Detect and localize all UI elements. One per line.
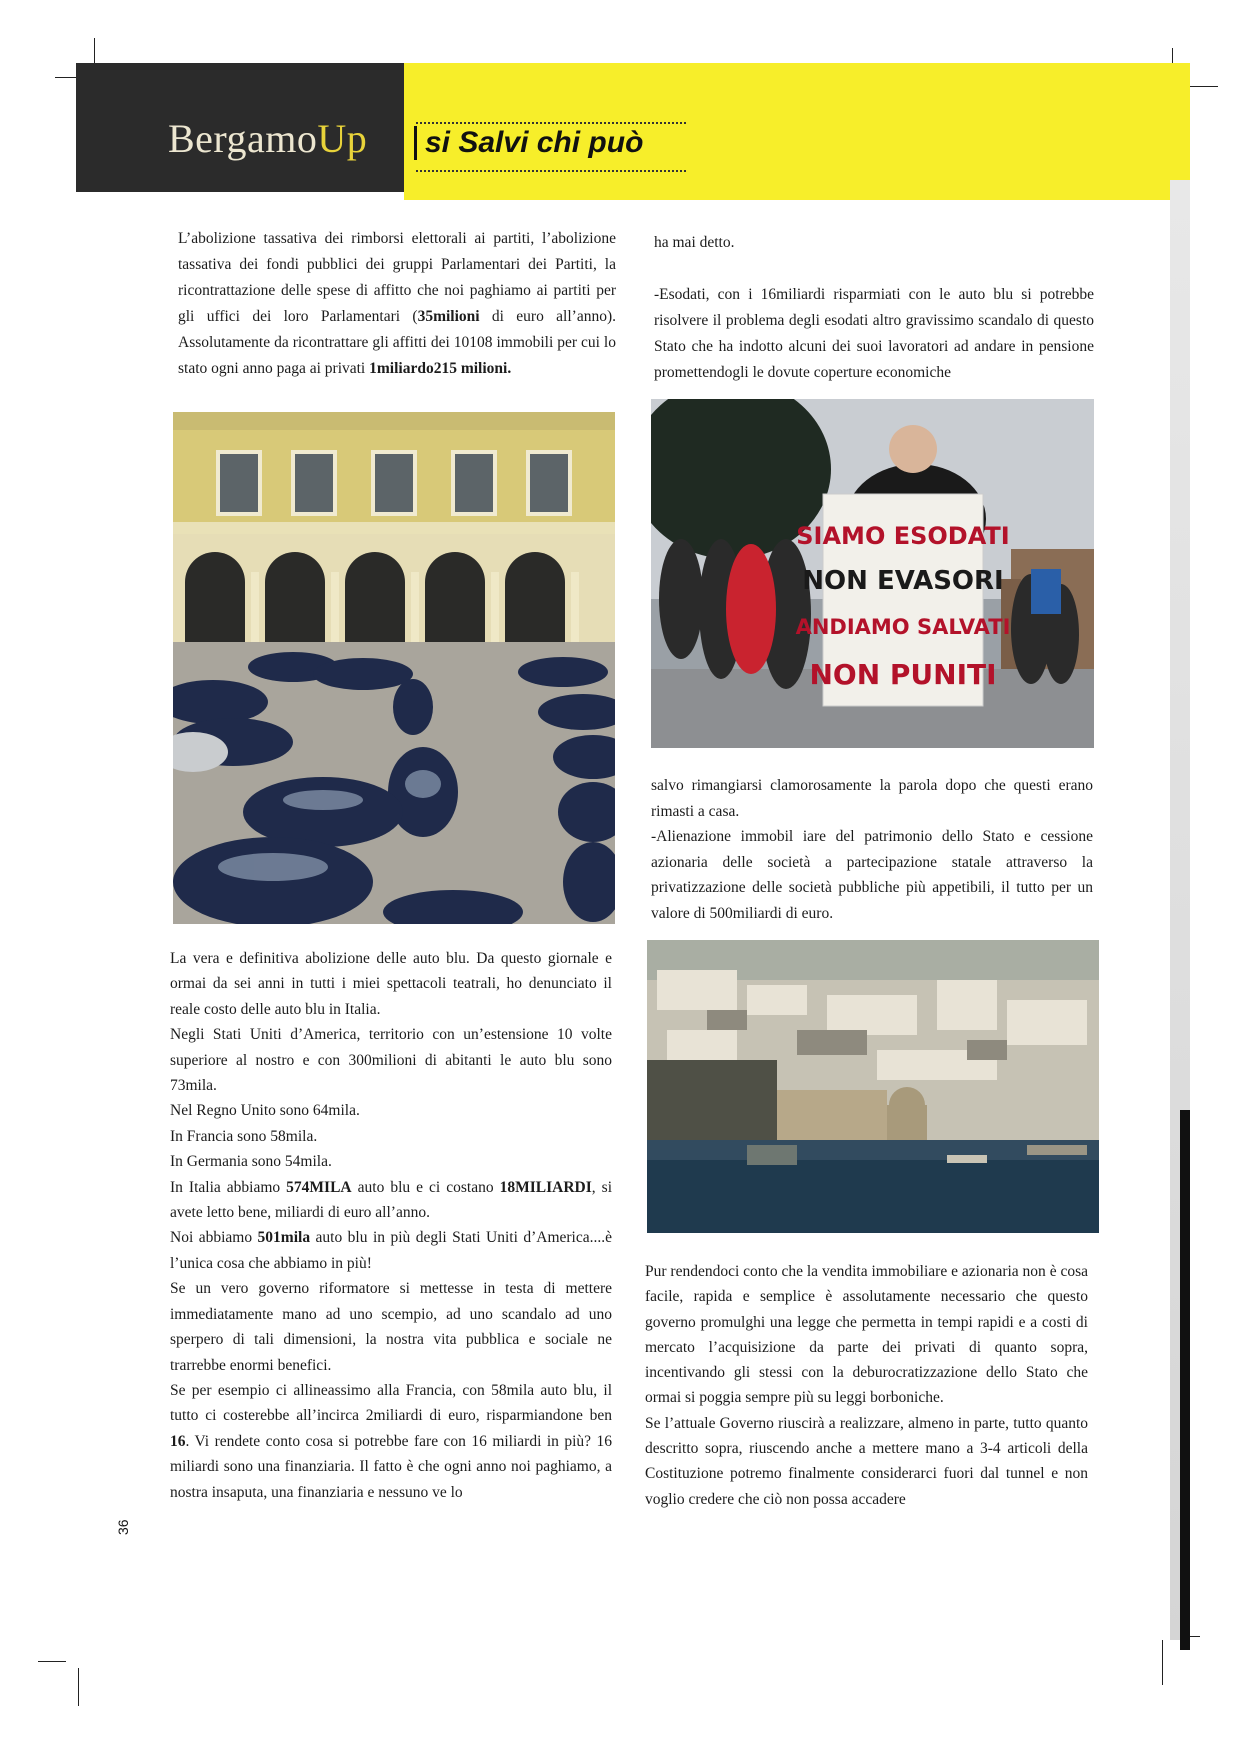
right-intro-text xyxy=(654,230,1094,386)
brand-logo: BergamoUp xyxy=(168,116,368,161)
paragraph: Se l’attuale Governo riuscirà a realizzare, almeno in parte, tutto quanto descritto sopra, riuscendo anche a mettere mano a 3-4 articoli della Costituzione potremo finalmente considerarci fuori dal tunnel e non voglio credere che ciò non possa accadere xyxy=(645,1414,1088,1508)
paragraph: Pur rendendoci conto che la vendita immobiliare e azionaria non è cosa facile, rapida e semplice è assolutamente necessario che questo governo promulghi una legge che permetta in tempi rapidi e a costi di mercato l’acquisizione da parte dei privati di quanto sopra, incentivando gli stessi con la deburocratizzazione dello Stato che ormai si poggia sempre più su leggi borboniche. xyxy=(645,1263,1088,1407)
paragraph: In Francia sono 58mila. xyxy=(170,1127,318,1145)
paragraph: ha mai detto. xyxy=(654,234,735,251)
right-middle-text xyxy=(651,773,1093,926)
sign-line4: NON PUNITI xyxy=(809,658,997,691)
crop-mark xyxy=(78,1668,79,1706)
protest-sign-photo xyxy=(651,399,1094,748)
sign-line2: NON EVASORI xyxy=(802,566,1004,596)
sign-line1: SIAMO ESODATI xyxy=(796,522,1010,550)
paragraph: Noi abbiamo 501mila auto blu in più degli Stati Uniti d’America....è l’unica cosa che abbiamo in più! xyxy=(170,1229,613,1272)
crop-mark xyxy=(1162,1640,1163,1685)
page-number: 36 xyxy=(115,1519,131,1535)
paragraph: In Germania sono 54mila. xyxy=(170,1153,332,1171)
coastal-city-aerial-photo xyxy=(647,940,1099,1233)
page-edge-shadow xyxy=(1180,1110,1190,1650)
section-title: si Salvi chi può xyxy=(414,126,643,160)
paragraph: Se un vero governo riformatore si mettesse in testa di mettere immediatamente mano ad uno scempio, ad uno scandalo ad uno sperpero di tali dimensioni, la nostra vita pubblica e sociale ne trarrebbe enormi benefici. xyxy=(170,1280,612,1374)
paragraph: L’abolizione tassativa dei rimborsi elettorali ai partiti, l’abolizione tassativa dei fondi pubblici dei gruppi Parlamentari dei Partiti, la ricontrattazione delle spese di affitto che noi paghiamo ai partiti per gli uffici dei loro Parlamentari (35milioni di euro all’anno). Assolutamente da ricontrattare gli affitti dei 10108 immobili per cui lo stato ogni anno paga ai privati 1miliardo215 milioni. xyxy=(178,230,616,377)
paragraph: -Esodati, con i 16miliardi risparmiati con le auto blu si potrebbe risolvere il problema degli esodati altro gravissimo scandalo di questo Stato che ha indotto alcuni dei suoi lavoratori ad andare in pensione promettendogli le dovute coperture economiche xyxy=(654,286,1094,381)
paragraph: Negli Stati Uniti d’America, territorio con un’estensione 10 volte superiore al nostro e con 300milioni di abitanti le auto blu sono 73mila. xyxy=(170,1026,612,1095)
left-intro-text xyxy=(178,226,616,382)
paragraph: -Alienazione immobil iare del patrimonio dello Stato e cessione azionaria delle società a partecipazione statale attraverso la privatizzazione delle società pubbliche più appetibili, il tutto per un valore di 500miliardi di euro. xyxy=(651,828,1093,922)
left-main-text xyxy=(170,946,612,1505)
paragraph: salvo rimangiarsi clamorosamente la parola dopo che questi erano rimasti a casa. xyxy=(651,777,1093,820)
paragraph: In Italia abbiamo 574MILA auto blu e ci costano 18MILIARDI, si avete letto bene, miliardi di euro all’anno. xyxy=(170,1178,613,1222)
blue-cars-courtyard-photo xyxy=(173,412,615,924)
crop-mark xyxy=(1188,86,1218,87)
paragraph: Nel Regno Unito sono 64mila. xyxy=(170,1102,360,1120)
paragraph: La vera e definitiva abolizione delle auto blu. Da questo giornale e ormai da sei anni in tutti i miei spettacoli teatrali, ho denunciato il reale costo delle auto blu in Italia. xyxy=(170,950,612,1018)
crop-mark xyxy=(38,1661,66,1662)
right-main-text xyxy=(645,1259,1088,1512)
sign-line3: ANDIAMO SALVATI xyxy=(795,615,1011,639)
paragraph: Se per esempio ci allineassimo alla Francia, con 58mila auto blu, il tutto ci costerebbe all’incirca 2miliardi di euro, risparmiandone ben 16. Vi rendete conto cosa si potrebbe fare con 16 miliardi in più? 16 miliardi sono una finanziaria. Il fatto è che ogni anno noi paghiamo, a nostra insaputa, una finanziaria e nessuno ve lo xyxy=(170,1381,612,1501)
